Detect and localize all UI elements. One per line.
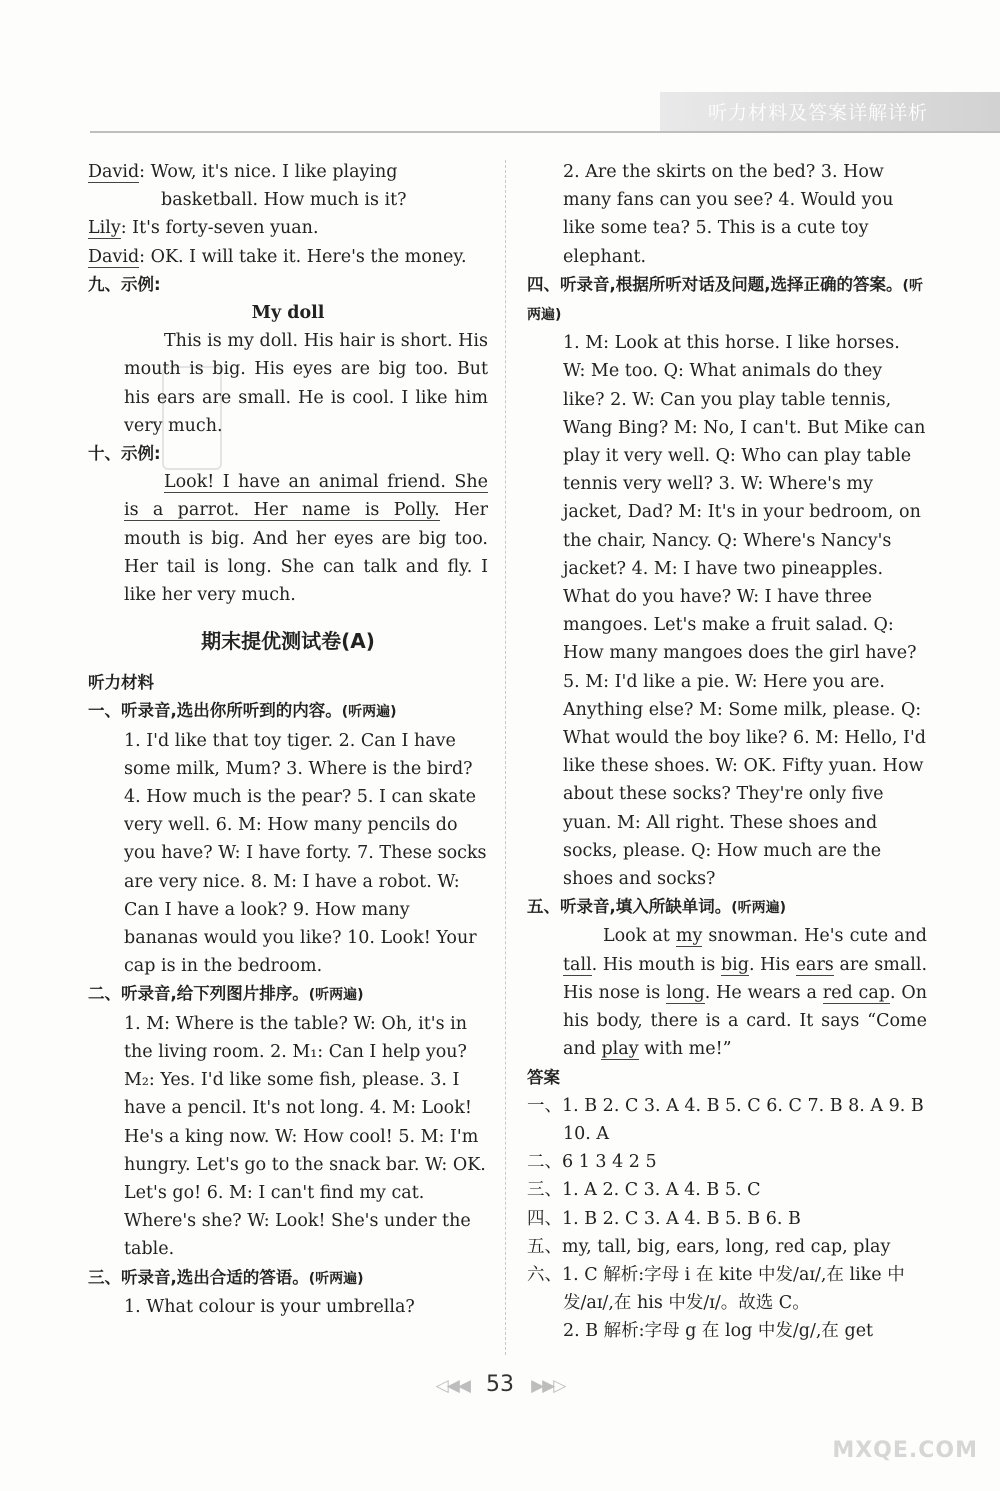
essay-title: My doll	[251, 303, 325, 324]
essay-10: Look! I have an animal friend. She is a parrot. Her name is Polly. Her mouth is big. And her eyes are big too. Her tail is long. She can talk and fly. I like her very much.	[124, 472, 488, 606]
next-arrows-icon: ▶▶▷	[531, 1376, 565, 1396]
section-3-continued: 2. Are the skirts on the bed? 3. How many fans can you see? 4. Would you like some tea? 5. This is a cute toy elephant.	[563, 162, 894, 267]
listening-label: 听力材料	[88, 673, 154, 693]
exam-title: 期末提优测试卷(A)	[201, 629, 375, 654]
watermark: MXQE.COM	[832, 1438, 978, 1463]
section-5-heading: 五、听录音,填入所缺单词。(听两遍)	[527, 897, 787, 917]
essay-9: This is my doll. His hair is short. His mouth is big. His eyes are big too. But his ears are small. He is cool. I like him very much.	[124, 331, 488, 436]
section-4-text: 1. M: Look at this horse. I like horses. W: Me too. Q: What animals do they like? 2. W: Can you play table tennis, Wang Bing? M: No, I can't. But Mike can play it very well. Q: Who can play table tennis very well? 3. W: Where's my jacket, Dad? M: It's in your bedroom, on the chair, Nancy. Q: Where's Nancy's jacket? 4. M: I have two pineapples. What do you have? W: I have three mangoes. Let's make a fruit salad. Q: How many mangoes does the girl have? 5. M: I'd like a pie. W: Here you are. Anything else? M: Some milk, please. Q: What would the boy like? 6. M: Hello, I'd like these shoes. W: OK. Fifty yuan. How about these socks? They're only five yuan. M: All right. These shoes and socks, please. Q: How much are the shoes and socks?	[563, 333, 926, 890]
header-rule	[90, 131, 1000, 133]
prev-arrows-icon: ◁◀◀	[435, 1376, 469, 1396]
header-title: 听力材料及答案详解详析	[707, 102, 928, 124]
section-5-text: Look at my snowman. He's cute and tall. His mouth is big. His ears are small. His nose is long. He wears a red cap. On his body, there is a card. It says “Come and play with me!”	[563, 926, 928, 1060]
answer-row: 四、1. B 2. C 3. A 4. B 5. B 6. B	[527, 1208, 801, 1229]
page-number: 53	[486, 1372, 514, 1397]
section-10-label: 十、示例:	[88, 444, 161, 464]
dialog-line: David: OK. I will take it. Here's the money.	[88, 246, 467, 267]
section-9-label: 九、示例:	[88, 274, 161, 294]
dialog-line: David: Wow, it's nice. I like playing basketball. How much is it?	[88, 162, 407, 211]
answer-row: 三、1. A 2. C 3. A 4. B 5. C	[527, 1180, 761, 1201]
section-1-text: 1. I'd like that toy tiger. 2. Can I have some milk, Mum? 3. Where is the bird? 4. How much is the pear? 5. I can skate very well. 6. M: How many pencils do you have? W: I have forty. 7. These socks are very nice. 8. M: I have a robot. W: Can I have a look? 9. How many bananas would you like? 10. Look! Your cap is in the bedroom.	[124, 730, 487, 977]
section-2-text: 1. M: Where is the table? W: Oh, it's in the living room. 2. M₁: Can I help you? M₂: Yes. I'd like some fish, please. 3. I have a pencil. It's not long. 4. M: Look! He's a king now. W: How cool! 5. M: I'm hungry. Let's go to the snack bar. W: OK. Let's go! 6. M: I can't find my cat. Where's she? W: Look! She's under the table.	[124, 1013, 486, 1260]
left-column	[88, 158, 488, 1321]
right-column	[527, 158, 927, 1346]
answer-row: 一、1. B 2. C 3. A 4. B 5. C 6. C 7. B 8. A 9. B 10. A	[527, 1095, 924, 1144]
answer-row: 五、my, tall, big, ears, long, red cap, play	[527, 1236, 891, 1257]
section-1-heading: 一、听录音,选出你所听到的内容。(听两遍)	[88, 701, 397, 721]
section-3-heading: 三、听录音,选出合适的答语。(听两遍)	[88, 1267, 364, 1287]
column-divider	[505, 160, 506, 1355]
section-2-heading: 二、听录音,给下列图片排序。(听两遍)	[88, 984, 364, 1004]
dialog-line: Lily: It's forty-seven yuan.	[88, 218, 319, 239]
section-4-heading: 四、听录音,根据所听对话及问题,选择正确的答案。(听两遍)	[527, 274, 923, 324]
answer-row: 六、1. C 解析:字母 i 在 kite 中发/aɪ/,在 like 中发/aɪ/,在 his 中发/ɪ/。故选 C。	[527, 1264, 905, 1314]
page-footer	[0, 1372, 1000, 1397]
answer-row: 2. B 解析:字母 g 在 log 中发/g/,在 get	[563, 1321, 874, 1342]
section-3-text: 1. What colour is your umbrella?	[124, 1296, 415, 1317]
answer-row: 二、6 1 3 4 2 5	[527, 1152, 657, 1173]
answers-label: 答案	[527, 1067, 560, 1087]
